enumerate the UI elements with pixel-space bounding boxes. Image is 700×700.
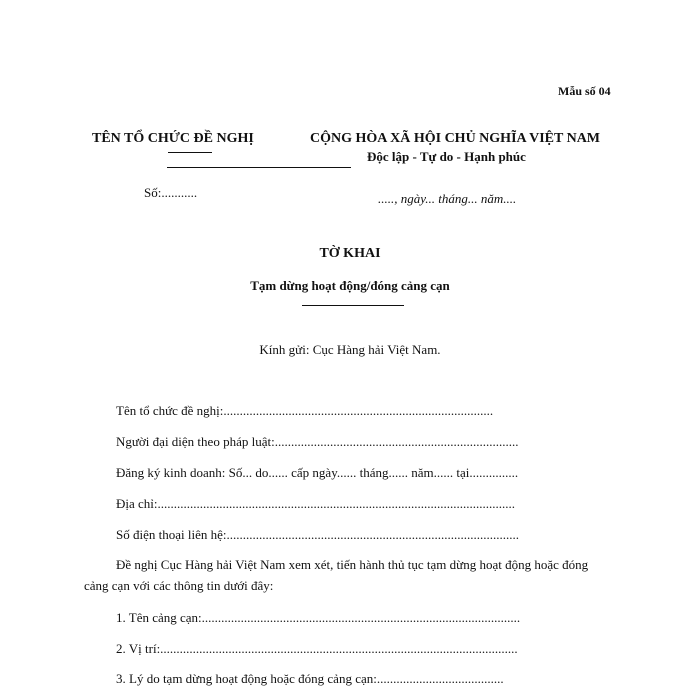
request-line-2: cảng cạn với các thông tin dưới đây: — [84, 578, 274, 593]
item-location: 2. Vị trí:.............................................................................................................. — [116, 641, 518, 656]
document-subtitle: Tạm dừng hoạt động/đóng cảng cạn — [250, 278, 450, 293]
field-business-registration: Đăng ký kinh doanh: Số... do...... cấp ngày...... tháng...... năm...... tại............... — [116, 465, 519, 480]
national-motto: Độc lập - Tự do - Hạnh phúc — [367, 149, 526, 164]
org-label: TÊN TỔ CHỨC ĐỀ NGHỊ — [92, 131, 254, 146]
document-number: Số:........... — [144, 185, 198, 200]
motto-underline — [167, 167, 351, 168]
request-line-1: Đề nghị Cục Hàng hải Việt Nam xem xét, tiến hành thủ tục tạm dừng hoạt động hoặc đóng — [116, 557, 589, 572]
subtitle-underline — [302, 305, 404, 306]
org-underline — [168, 152, 212, 153]
field-legal-representative: Người đại diện theo pháp luật:........................................................................... — [116, 434, 519, 449]
document-date: ....., ngày... tháng... năm.... — [378, 191, 517, 206]
country-name: CỘNG HÒA XÃ HỘI CHỦ NGHĨA VIỆT NAM — [310, 131, 601, 146]
field-phone: Số điện thoại liên hệ:.......................................................................................... — [116, 527, 519, 542]
field-organization-name: Tên tổ chức đề nghị:................................................................................... — [116, 403, 494, 418]
document-title: TỜ KHAI — [319, 246, 381, 261]
item-port-name: 1. Tên cảng cạn:.................................................................................................. — [116, 610, 521, 625]
form-number: Mẫu số 04 — [558, 84, 611, 98]
field-address: Địa chỉ:.............................................................................................................. — [116, 496, 516, 511]
recipient: Kính gửi: Cục Hàng hải Việt Nam. — [259, 342, 441, 357]
item-reason: 3. Lý do tạm dừng hoạt động hoặc đóng cảng cạn:....................................... — [116, 671, 504, 686]
